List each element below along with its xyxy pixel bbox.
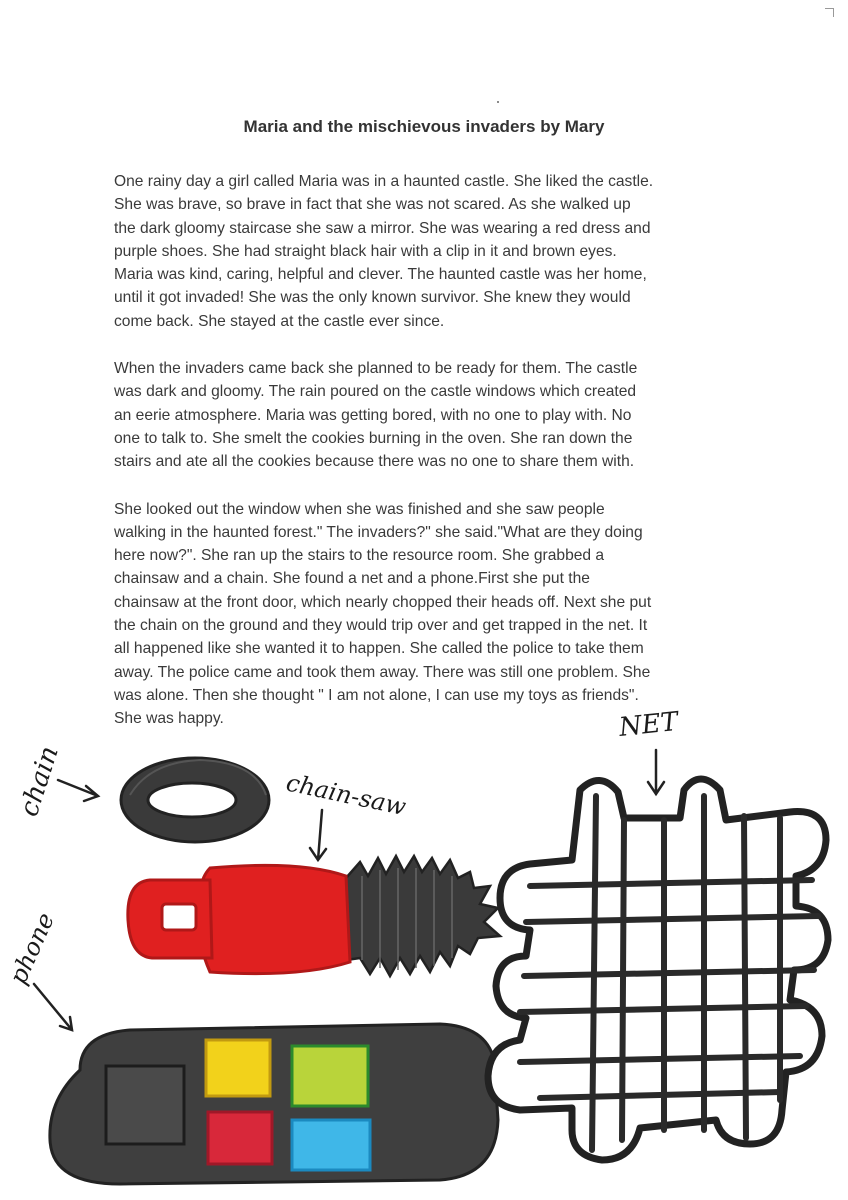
net-drawing: [488, 779, 828, 1160]
phone-drawing: [50, 1024, 498, 1184]
text-line: one to talk to. She smelt the cookies burning in the oven. She ran down the: [114, 429, 633, 447]
text-line: until it got invaded! She was the only known survivor. She knew they would: [114, 289, 631, 307]
text-line: an eerie atmosphere. Maria was getting bored, with no one to play with. No: [114, 406, 632, 424]
text-line: When the invaders came back she planned to be ready for them. The castle: [114, 360, 638, 378]
text-line: come back. She stayed at the castle ever since.: [114, 312, 445, 330]
child-drawing: [0, 700, 848, 1200]
scan-speck: [497, 101, 499, 103]
text-line: walking in the haunted forest." The invaders?" she said."What are they doing: [114, 523, 643, 541]
phone-label-group: [4, 909, 72, 1030]
story-body: [114, 170, 754, 755]
text-line: the chain on the ground and they would trip over and get trapped in the net. It: [114, 617, 648, 635]
text-line: here now?". She ran up the stairs to the resource room. She grabbed a: [114, 547, 605, 565]
net-label-group: [617, 707, 682, 794]
chainsaw-label: chain-saw: [283, 768, 409, 822]
story-title: Maria and the mischievous invaders by Mary: [243, 117, 605, 136]
text-line: She was brave, so brave in fact that she was not scared. As she walked up: [114, 196, 631, 214]
text-line: chainsaw at the front door, which nearly chopped their heads off. Next she put: [114, 593, 652, 611]
text-line: the dark gloomy staircase she saw a mirror. She was wearing a red dress and: [114, 219, 651, 237]
page-corner-mark: [825, 8, 834, 17]
text-line: chainsaw and a chain. She found a net and a phone.First she put the: [114, 570, 590, 588]
text-line: She was happy.: [114, 710, 224, 728]
chainsaw-label-group: [284, 768, 409, 860]
text-line: was alone. Then she thought " I am not alone, I can use my toys as friends".: [114, 686, 639, 704]
net-label: NET: [617, 706, 680, 743]
text-line: She looked out the window when she was finished and she saw people: [114, 500, 605, 518]
paragraph-1: [114, 170, 754, 333]
paragraph-2: [114, 357, 754, 473]
chain-label-group: [14, 743, 98, 821]
text-line: purple shoes. She had straight black hair with a clip in it and brown eyes.: [114, 242, 617, 260]
text-line: all happened like she wanted it to happen. She called the police to take them: [114, 640, 644, 658]
text-line: was dark and gloomy. The rain poured on the castle windows which created: [114, 383, 637, 401]
chain-drawing: [121, 758, 269, 842]
text-line: away. The police came and took them away. There was still one problem. She: [114, 663, 651, 681]
net-arrow-icon: [648, 750, 664, 794]
text-line: stairs and ate all the cookies because there was no one to share them with.: [114, 453, 635, 471]
text-line: Maria was kind, caring, helpful and clever. The haunted castle was her home,: [114, 266, 647, 284]
phone-label: phone: [3, 908, 60, 989]
chainsaw-drawing: [128, 856, 500, 976]
chainsaw-arrow-icon: [310, 810, 326, 860]
phone-arrow-icon: [34, 984, 72, 1030]
paragraph-3: [114, 498, 754, 731]
chain-label: chain: [14, 742, 65, 821]
text-line: One rainy day a girl called Maria was in a haunted castle. She liked the castle.: [114, 173, 654, 190]
chain-arrow-icon: [58, 780, 98, 801]
